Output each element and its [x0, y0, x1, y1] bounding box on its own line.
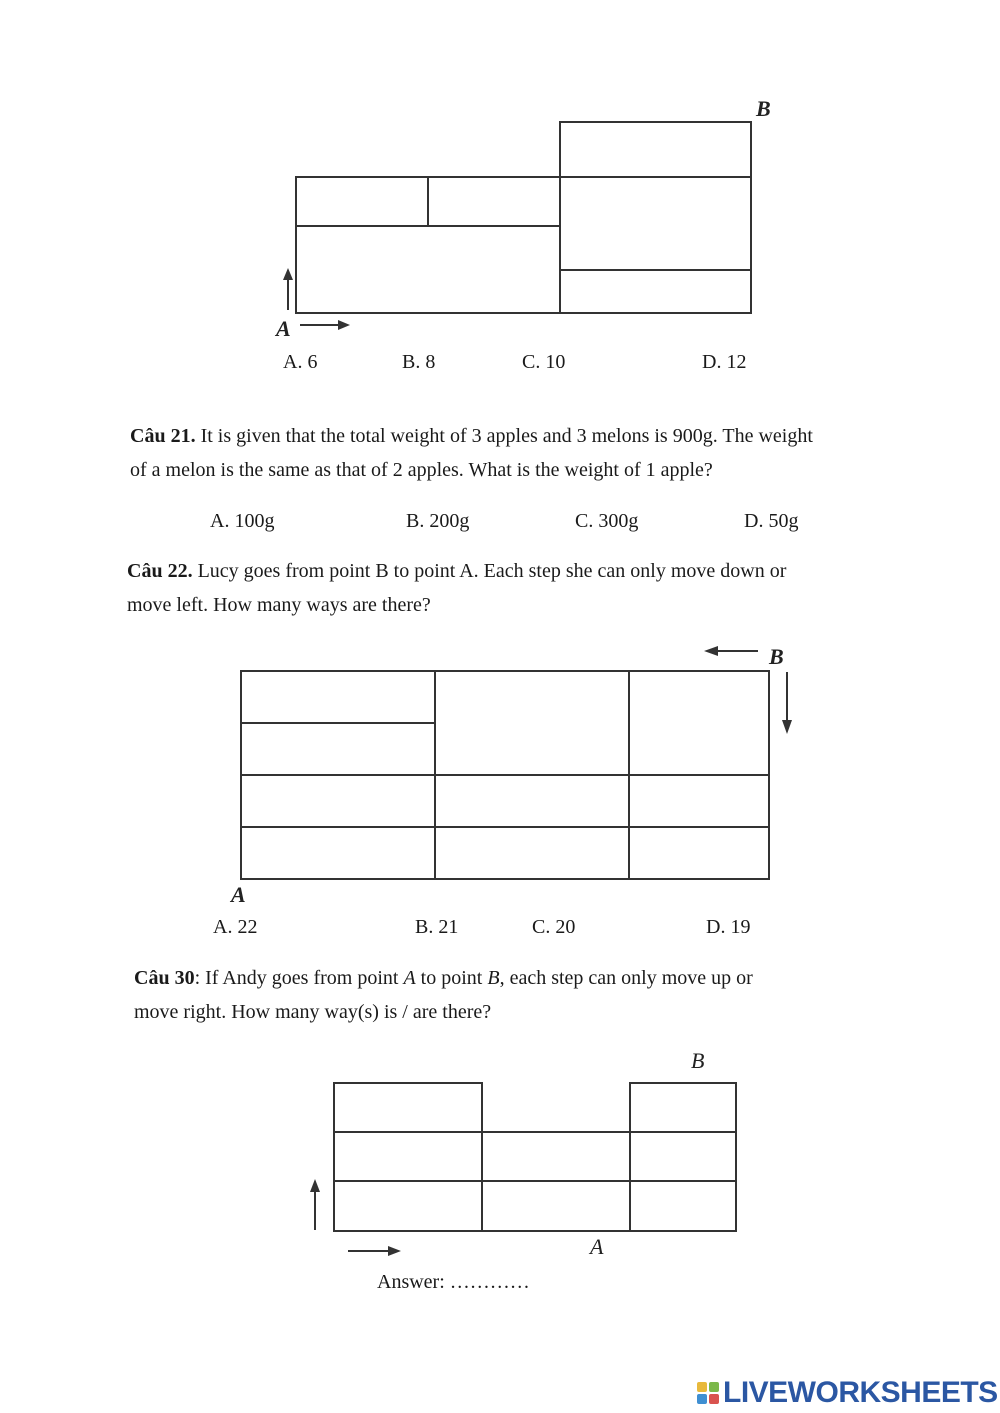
answer-line[interactable]: Answer: ………… [377, 1271, 530, 1293]
q21-number: Câu 21. [130, 425, 196, 447]
arrow-up-head [310, 1179, 320, 1192]
q22-line2: move left. How many ways are there? [127, 594, 431, 616]
q21-choice-d: D. 50g [744, 510, 799, 532]
q22-choice-d: D. 19 [706, 916, 751, 938]
q22-choice-b: B. 21 [415, 916, 459, 938]
q21-choice-a: A. 100g [210, 510, 275, 532]
q22-choice-c: C. 20 [532, 916, 576, 938]
q30-line1-a: A [403, 967, 416, 989]
point-a-label: A [276, 316, 291, 341]
arrow-right-head [388, 1246, 401, 1256]
q30-line1-post: , each step can only move up or [499, 967, 753, 989]
q30-line2: move right. How many way(s) is / are there? [134, 1001, 492, 1023]
choice-b: B. 8 [402, 351, 436, 373]
point-b-label: B [756, 96, 771, 121]
q22-choice-a: A. 22 [213, 916, 258, 938]
q22-point-a-label: A [231, 882, 246, 907]
q22-point-b-label: B [769, 644, 784, 669]
logo-text: LIVEWORKSHEETS [723, 1376, 998, 1409]
q30-line1-pre: : If Andy goes from point [194, 967, 404, 989]
logo-icon [697, 1382, 719, 1404]
grid-outline-right [630, 1083, 736, 1231]
q22-line1: Lucy goes from point B to point A. Each step she can only move down or [192, 560, 787, 582]
q21-choice-c: C. 300g [575, 510, 639, 532]
q30-line1-mid: to point [415, 967, 488, 989]
choice-d: D. 12 [702, 351, 747, 373]
q22-number: Câu 22. [127, 560, 193, 582]
q30-number: Câu 30 [134, 967, 195, 989]
q30-point-b-label: B [691, 1048, 705, 1073]
q30-point-a-label: A [590, 1234, 604, 1259]
q21-choice-b: B. 200g [406, 510, 470, 532]
q30-line1-b: B [487, 967, 500, 989]
liveworksheets-logo [697, 1376, 998, 1410]
q21-line1: It is given that the total weight of 3 apples and 3 melons is 900g. The weight [195, 425, 813, 447]
choice-a: A. 6 [283, 351, 318, 373]
choice-c: C. 10 [522, 351, 566, 373]
grid-outline-left [334, 1083, 482, 1231]
q21-line2: of a melon is the same as that of 2 apples. What is the weight of 1 apple? [130, 459, 713, 481]
